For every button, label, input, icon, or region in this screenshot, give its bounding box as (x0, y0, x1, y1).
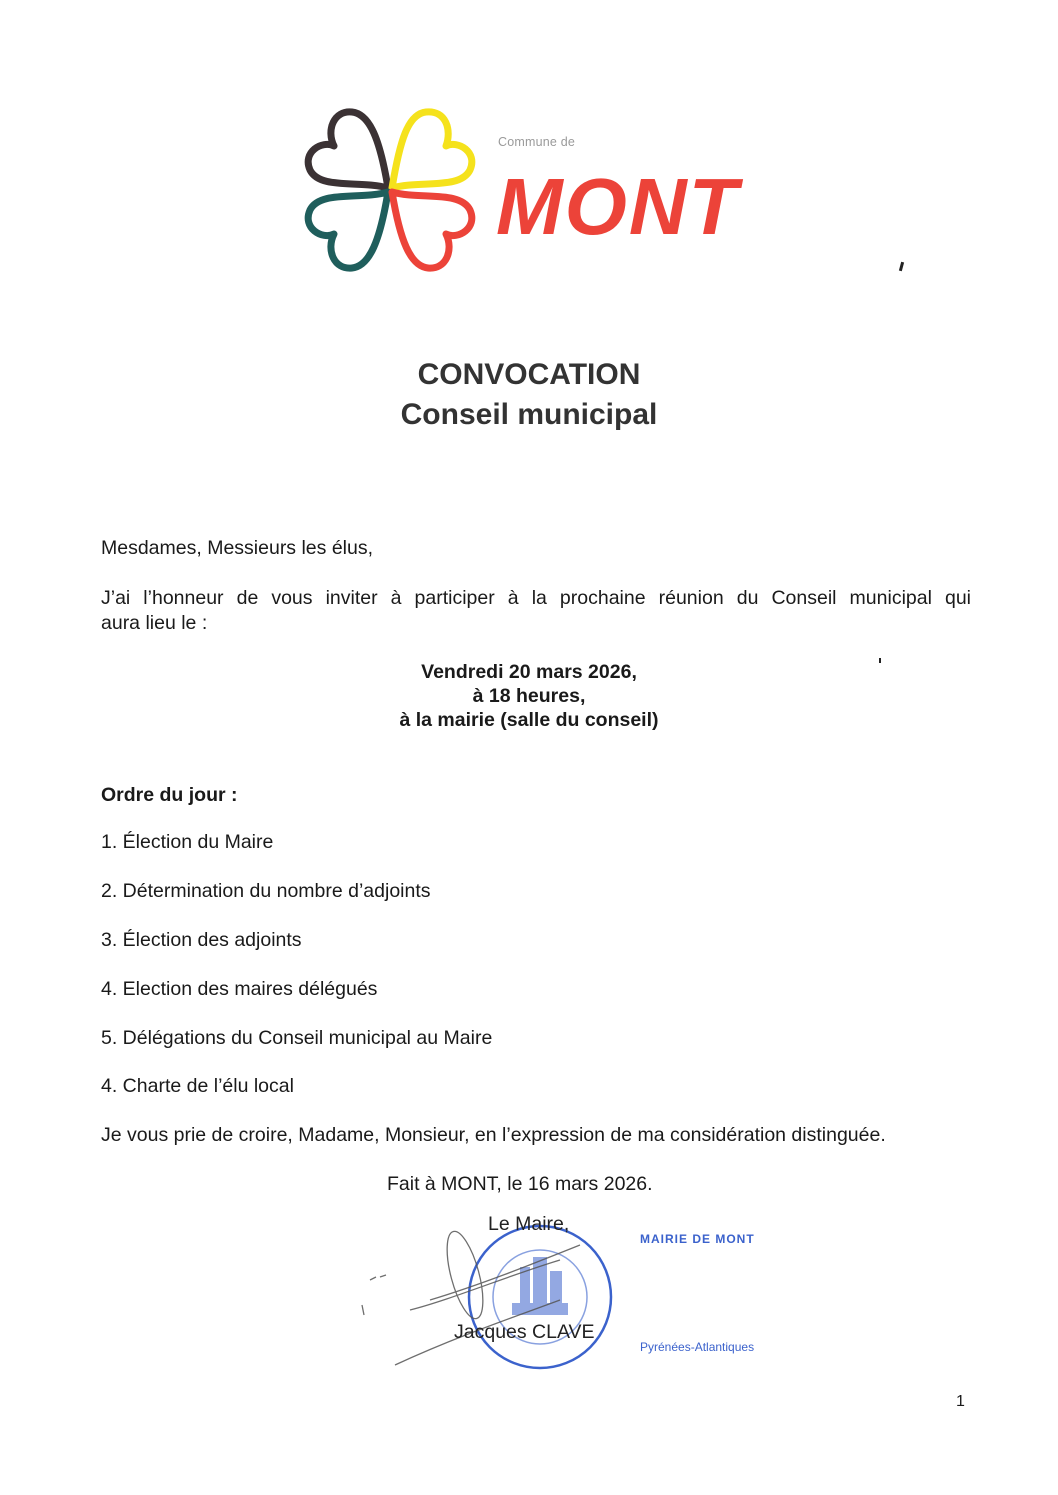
signatory-name: Jacques CLAVE (454, 1321, 595, 1343)
commune-logo (300, 100, 780, 280)
document-title: CONVOCATION (417, 358, 641, 391)
logo-sub-label: Commune de (498, 135, 576, 149)
salutation: Mesdames, Messieurs les élus, (101, 537, 374, 559)
agenda-item: 5. Délégations du Conseil municipal au Maire (101, 1027, 493, 1049)
signature-block (350, 1205, 620, 1375)
intro-line-2: aura lieu le : (101, 612, 208, 634)
scan-mark (899, 262, 904, 271)
official-stamp-icon (350, 1205, 620, 1375)
heart-yellow (392, 112, 472, 188)
four-hearts-logo-icon (300, 100, 480, 280)
meeting-date: Vendredi 20 mars 2026, (421, 661, 637, 683)
heart-dark (308, 112, 388, 188)
closing-formula: Je vous prie de croire, Madame, Monsieur, en l’expression de ma considération distinguée. (101, 1124, 886, 1146)
agenda-item: 1. Élection du Maire (101, 831, 274, 853)
page-number: 1 (956, 1393, 965, 1410)
agenda-title: Ordre du jour : (101, 784, 238, 806)
agenda-item: 3. Élection des adjoints (101, 929, 302, 951)
stamp-top-text: MAIRIE DE MONT (640, 1232, 755, 1246)
agenda-item: 4. Charte de l’élu local (101, 1075, 294, 1097)
agenda-item: 4. Election des maires délégués (101, 978, 378, 1000)
stamp-bottom-label (640, 1340, 754, 1354)
document-subtitle: Conseil municipal (400, 398, 658, 431)
agenda-item: 2. Détermination du nombre d’adjoints (101, 880, 431, 902)
stamp-bottom-text: Pyrénées-Atlantiques (640, 1340, 755, 1354)
meeting-place: à la mairie (salle du conseil) (399, 709, 659, 731)
signatory-role: Le Maire, (488, 1213, 570, 1235)
heart-red (392, 192, 472, 268)
heart-teal (308, 192, 388, 268)
place-and-date: Fait à MONT, le 16 mars 2026. (387, 1173, 653, 1195)
meeting-time: à 18 heures, (472, 685, 586, 707)
intro-line-1: J’ai l’honneur de vous inviter à participer à la prochaine réunion du Conseil municipal qui (101, 587, 971, 609)
logo-wordmark: MONT (496, 162, 740, 251)
handwritten-signature (362, 1228, 580, 1365)
stamp-top-label (640, 1232, 755, 1246)
